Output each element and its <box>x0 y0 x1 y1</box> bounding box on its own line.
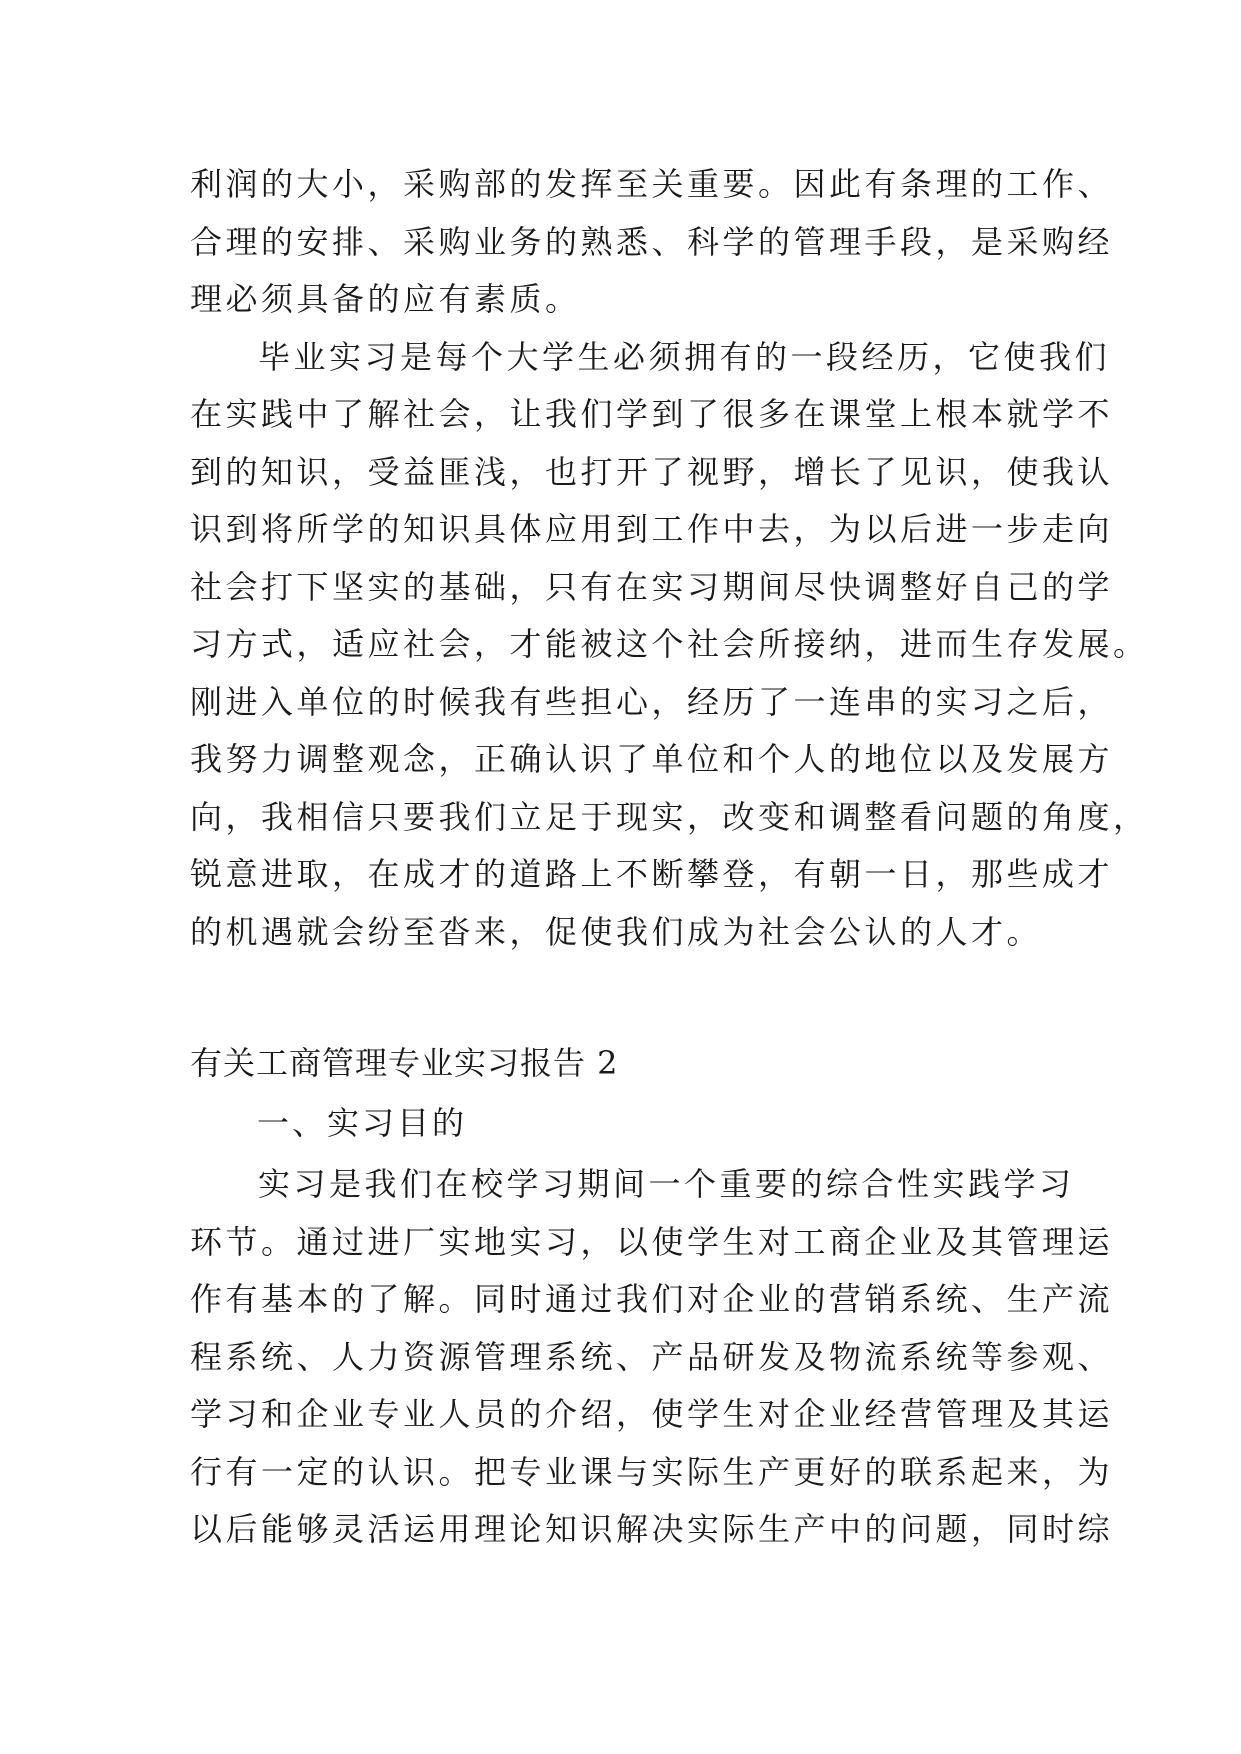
paragraph-line: 利润的大小，采购部的发挥至关重要。因此有条理的工作、 <box>190 165 1114 203</box>
section-heading: 一、实习目的 <box>257 1104 468 1142</box>
paragraph-line: 刚进入单位的时候我有些担心，经历了一连串的实习之后， <box>190 682 1114 721</box>
paragraph-line: 程系统、人力资源管理系统、产品研发及物流系统等参观、 <box>190 1337 1114 1376</box>
paragraph-line: 在实践中了解社会，让我们学到了很多在课堂上根本就学不 <box>190 395 1114 433</box>
paragraph-line: 毕业实习是每个大学生必须拥有的一段经历，它使我们 <box>258 337 1111 376</box>
paragraph-line: 行有一定的认识。把专业课与实际生产更好的联系起来，为 <box>190 1452 1114 1491</box>
body-text-top <box>190 156 1149 961</box>
paragraph-line: 习方式，适应社会，才能被这个社会所接纳，进而生存发展。 <box>190 625 1149 663</box>
paragraph-line: 向，我相信只要我们立足于现实，改变和调整看问题的角度， <box>190 797 1149 836</box>
paragraph-line: 识到将所学的知识具体应用到工作中去，为以后进一步走向 <box>190 510 1114 548</box>
paragraph-line: 实习是我们在校学习期间一个重要的综合性实践学习 <box>258 1165 1075 1203</box>
paragraph-line: 的机遇就会纷至沓来，促使我们成为社会公认的人才。 <box>190 912 1043 951</box>
paragraph-line: 环节。通过进厂实地实习，以使学生对工商企业及其管理运 <box>190 1222 1114 1261</box>
paragraph-line: 合理的安排、采购业务的熟悉、科学的管理手段，是采购经 <box>190 222 1114 261</box>
paragraph-line: 学习和企业专业人员的介绍，使学生对企业经营管理及其运 <box>190 1395 1114 1433</box>
paragraph-line: 我努力调整观念，正确认识了单位和个人的地位以及发展方 <box>190 740 1114 778</box>
paragraph-line: 理必须具备的应有素质。 <box>190 280 581 318</box>
paragraph-line: 社会打下坚实的基础，只有在实习期间尽快调整好自己的学 <box>190 567 1114 606</box>
body-text-bottom <box>190 1156 1114 1559</box>
paragraph-line: 以后能够灵活运用理论知识解决实际生产中的问题，同时综 <box>190 1510 1114 1548</box>
paragraph-line: 作有基本的了解。同时通过我们对企业的营销系统、生产流 <box>190 1280 1114 1318</box>
paragraph-line: 到的知识，受益匪浅，也打开了视野，增长了见识，使我认 <box>190 452 1114 491</box>
report-title: 有关工商管理专业实习报告 2 <box>190 1044 619 1082</box>
paragraph-line: 锐意进取，在成才的道路上不断攀登，有朝一日，那些成才 <box>190 855 1114 893</box>
